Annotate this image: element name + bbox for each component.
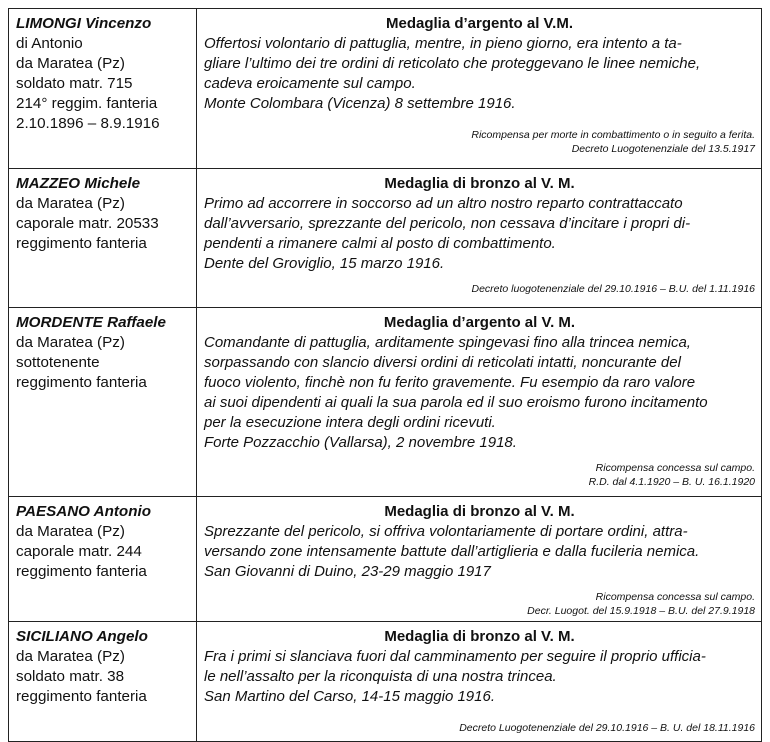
person-detail: soldato matr. 38: [16, 668, 125, 685]
citation-line: versando zone intensamente battute dall’artiglieria e dalla fucileria nemica.: [204, 543, 700, 560]
decree-note: Decreto Luogotenenziale del 29.10.1916 – B. U. del 18.11.1916: [459, 722, 755, 734]
citation-line: Sprezzante del pericolo, si offriva volontariamente di portare ordini, attra-: [204, 523, 688, 540]
citation-place: Monte Colombara (Vicenza) 8 settembre 1916.: [204, 95, 516, 112]
citation-place: Forte Pozzacchio (Vallarsa), 2 novembre 1918.: [204, 434, 517, 451]
person-detail: 214° reggim. fanteria: [16, 95, 158, 112]
person-name: SICILIANO Angelo: [16, 628, 148, 645]
decree-note: Ricompensa concessa sul campo.: [595, 591, 755, 603]
person-cell: [9, 308, 197, 497]
citation-line: Fra i primi si slanciava fuori dal camminamento per seguire il proprio ufficia-: [204, 648, 706, 665]
person-detail: soldato matr. 715: [16, 75, 133, 92]
spacer: [204, 582, 755, 590]
citation-place: San Giovanni di Duino, 23-29 maggio 1917: [204, 563, 491, 580]
medal-title: Medaglia di bronzo al V. M.: [384, 503, 575, 520]
citation-line: dall’avversario, sprezzante del pericolo, non cessava d’incitare i propri di-: [204, 215, 691, 232]
person-detail: reggimento fanteria: [16, 688, 147, 705]
citation-cell: [197, 622, 762, 742]
person-detail: da Maratea (Pz): [16, 55, 125, 72]
citation-line: Comandante di pattuglia, arditamente spingevasi fino alla trincea nemica,: [204, 334, 691, 351]
person-detail: di Antonio: [16, 35, 83, 52]
citation-cell: [197, 9, 762, 169]
citation-line: ai suoi dipendenti ai quali la sua parola ed il suo eroismo furono incitamento: [204, 394, 708, 411]
person-name: LIMONGI Vincenzo: [16, 15, 152, 32]
spacer: [204, 453, 755, 461]
decree-note: Ricompensa concessa sul campo.: [595, 462, 755, 474]
person-cell: [9, 169, 197, 308]
citation-cell: [197, 497, 762, 622]
table-row: [9, 497, 762, 622]
spacer: [204, 274, 755, 282]
person-detail: da Maratea (Pz): [16, 523, 125, 540]
medal-title: Medaglia di bronzo al V. M.: [384, 628, 575, 645]
citation-line: pendenti a rimanere calmi al posto di combattimento.: [204, 235, 556, 252]
spacer: [204, 114, 755, 128]
table-row: [9, 308, 762, 497]
person-name: PAESANO Antonio: [16, 503, 151, 520]
table-row: [9, 622, 762, 742]
decree-note: R.D. dal 4.1.1920 – B. U. 16.1.1920: [588, 476, 755, 488]
person-name: MORDENTE Raffaele: [16, 314, 166, 331]
decree-note: Ricompensa per morte in combattimento o in seguito a ferita.: [471, 129, 755, 141]
person-cell: [9, 622, 197, 742]
table-row: [9, 9, 762, 169]
table-row: [9, 169, 762, 308]
spacer: [204, 707, 755, 721]
person-cell: [9, 497, 197, 622]
person-cell: [9, 9, 197, 169]
citation-cell: [197, 308, 762, 497]
person-detail: caporale matr. 20533: [16, 215, 159, 232]
person-name: MAZZEO Michele: [16, 175, 141, 192]
awards-table: [8, 8, 762, 742]
person-detail: da Maratea (Pz): [16, 195, 125, 212]
citation-line: Offertosi volontario di pattuglia, mentre, in pieno giorno, era intento a ta-: [204, 35, 682, 52]
citation-line: per la esecuzione intera degli ordini ricevuti.: [204, 414, 496, 431]
citation-line: fuoco violento, finchè non fu ferito gravemente. Fu esempio da raro valore: [204, 374, 696, 391]
person-detail: 2.10.1896 – 8.9.1916: [16, 115, 160, 132]
citation-cell: [197, 169, 762, 308]
decree-note: Decreto luogotenenziale del 29.10.1916 – B.U. del 1.11.1916: [471, 283, 755, 295]
person-detail: reggimento fanteria: [16, 235, 147, 252]
person-detail: sottotenente: [16, 354, 100, 371]
person-detail: da Maratea (Pz): [16, 334, 125, 351]
citation-line: gliare l’ultimo dei tre ordini di reticolato che proteggevano le linee nemiche,: [204, 55, 701, 72]
decree-note: Decr. Luogot. del 15.9.1918 – B.U. del 27.9.1918: [527, 605, 755, 617]
citation-place: Dente del Groviglio, 15 marzo 1916.: [204, 255, 445, 272]
person-detail: reggimento fanteria: [16, 563, 147, 580]
citation-line: le nell’assalto per la riconquista di una nostra trincea.: [204, 668, 557, 685]
decree-note: Decreto Luogotenenziale del 13.5.1917: [571, 143, 755, 155]
medal-title: Medaglia d’argento al V.M.: [386, 15, 573, 32]
citation-line: cadeva eroicamente sul campo.: [204, 75, 416, 92]
citation-line: Primo ad accorrere in soccorso ad un altro nostro reparto contrattaccato: [204, 195, 683, 212]
medal-title: Medaglia d’argento al V. M.: [383, 314, 576, 331]
person-detail: reggimento fanteria: [16, 374, 147, 391]
citation-place: San Martino del Carso, 14-15 maggio 1916.: [204, 688, 496, 705]
medal-title: Medaglia di bronzo al V. M.: [384, 175, 575, 192]
citation-line: sorpassando con slancio diversi ordini di reticolati intatti, noncurante del: [204, 354, 681, 371]
person-detail: caporale matr. 244: [16, 543, 142, 560]
person-detail: da Maratea (Pz): [16, 648, 125, 665]
